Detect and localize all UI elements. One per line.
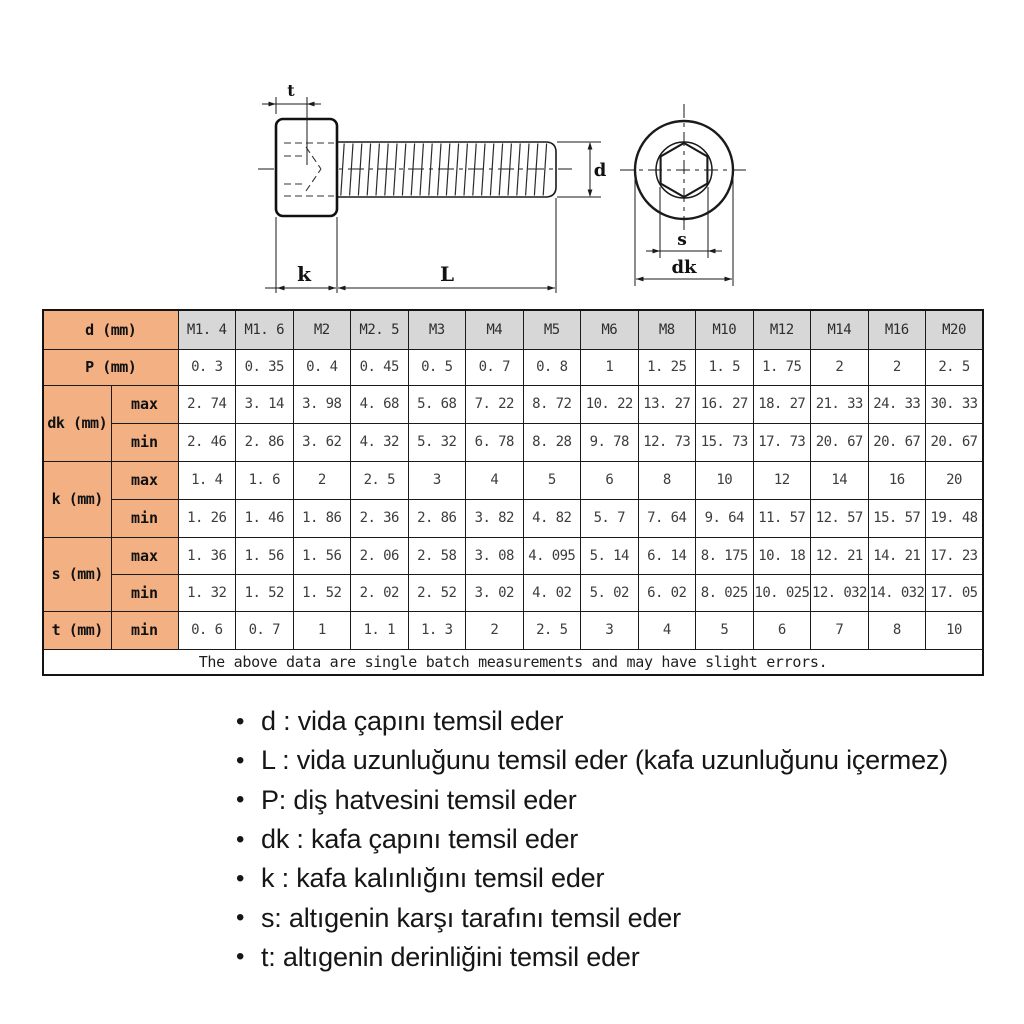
- legend-list: [236, 702, 948, 977]
- legend-text: d : vida çapını temsil eder: [261, 706, 564, 737]
- bullet-icon: •: [236, 904, 245, 932]
- dk-max-cell: 16. 27: [696, 385, 754, 423]
- table-row: [43, 461, 983, 499]
- s-dim-label: s: [677, 230, 687, 250]
- k-min-cell: 7. 64: [638, 499, 696, 537]
- s-max-cell: 2. 06: [351, 537, 409, 574]
- t-min-cell: 6: [753, 611, 811, 649]
- table-row: [43, 611, 983, 649]
- k-max-cell: 1. 6: [236, 461, 294, 499]
- legend-item-d: [236, 702, 948, 741]
- dk-max-cell: 24. 33: [868, 385, 926, 423]
- k-min-cell: 9. 64: [696, 499, 754, 537]
- table-footer-row: [43, 649, 983, 675]
- sizes-cell: M10: [696, 310, 754, 349]
- k-max-cell: 4: [466, 461, 524, 499]
- legend-text: k : kafa kalınlığını temsil eder: [261, 863, 605, 894]
- row-label-s: s (mm): [43, 537, 111, 611]
- sizes-cell: M5: [523, 310, 581, 349]
- s-max-cell: 1. 56: [236, 537, 294, 574]
- table-row: [43, 385, 983, 423]
- t-min-cell: 3: [581, 611, 639, 649]
- s-min-cell: 2. 52: [408, 574, 466, 611]
- k-max-cell: 5: [523, 461, 581, 499]
- legend-item-t: [236, 938, 948, 977]
- sub-label-max: max: [111, 537, 178, 574]
- s-max-cell: 1. 56: [293, 537, 351, 574]
- row-label-d: d (mm): [43, 310, 178, 349]
- legend-item-P: [236, 781, 948, 820]
- legend-item-dk: [236, 820, 948, 859]
- t-min-cell: 2: [466, 611, 524, 649]
- dk-min-cell: 17. 73: [753, 423, 811, 461]
- k-min-cell: 1. 26: [178, 499, 236, 537]
- sizes-cell: M12: [753, 310, 811, 349]
- k-max-cell: 3: [408, 461, 466, 499]
- k-max-cell: 6: [581, 461, 639, 499]
- k-min-cell: 11. 57: [753, 499, 811, 537]
- p-values-cell: 0. 45: [351, 349, 409, 385]
- dk-max-cell: 7. 22: [466, 385, 524, 423]
- s-max-cell: 8. 175: [696, 537, 754, 574]
- s-max-cell: 5. 14: [581, 537, 639, 574]
- k-max-cell: 20: [926, 461, 984, 499]
- sub-label-max: max: [111, 385, 178, 423]
- legend-item-s: [236, 898, 948, 937]
- k-min-cell: 3. 82: [466, 499, 524, 537]
- k-max-cell: 1. 4: [178, 461, 236, 499]
- sub-label-min: min: [111, 611, 178, 649]
- sub-label-max: max: [111, 461, 178, 499]
- p-values-cell: 0. 4: [293, 349, 351, 385]
- k-min-cell: 1. 46: [236, 499, 294, 537]
- s-min-cell: 5. 02: [581, 574, 639, 611]
- dk-min-cell: 2. 46: [178, 423, 236, 461]
- p-values-cell: 0. 35: [236, 349, 294, 385]
- table-footnote: The above data are single batch measurements and may have slight errors.: [43, 649, 983, 675]
- s-min-cell: 1. 52: [236, 574, 294, 611]
- technical-drawing: [248, 82, 768, 304]
- screw-end-view: [620, 104, 748, 286]
- s-min-cell: 12. 032: [811, 574, 869, 611]
- k-max-cell: 12: [753, 461, 811, 499]
- k-max-cell: 2. 5: [351, 461, 409, 499]
- dk-min-cell: 20. 67: [811, 423, 869, 461]
- spec-table-wrapper: [42, 309, 982, 676]
- t-min-cell: 4: [638, 611, 696, 649]
- table-row: [43, 310, 983, 349]
- legend-item-L: [236, 741, 948, 780]
- k-min-cell: 4. 82: [523, 499, 581, 537]
- s-max-cell: 12. 21: [811, 537, 869, 574]
- dk-max-cell: 18. 27: [753, 385, 811, 423]
- s-max-cell: 4. 095: [523, 537, 581, 574]
- bullet-icon: •: [236, 707, 245, 735]
- s-min-cell: 8. 025: [696, 574, 754, 611]
- k-max-cell: 14: [811, 461, 869, 499]
- p-values-cell: 2: [868, 349, 926, 385]
- k-dim-label: k: [297, 262, 311, 286]
- dk-min-cell: 5. 32: [408, 423, 466, 461]
- k-max-cell: 10: [696, 461, 754, 499]
- t-min-cell: 0. 7: [236, 611, 294, 649]
- s-min-cell: 3. 02: [466, 574, 524, 611]
- s-max-cell: 10. 18: [753, 537, 811, 574]
- dk-min-cell: 12. 73: [638, 423, 696, 461]
- spec-table: [42, 309, 984, 676]
- dk-max-cell: 4. 68: [351, 385, 409, 423]
- p-values-cell: 0. 5: [408, 349, 466, 385]
- sizes-cell: M8: [638, 310, 696, 349]
- dk-min-cell: 20. 67: [926, 423, 984, 461]
- dk-max-cell: 3. 14: [236, 385, 294, 423]
- sub-label-min: min: [111, 499, 178, 537]
- p-values-cell: 0. 8: [523, 349, 581, 385]
- t-min-cell: 5: [696, 611, 754, 649]
- p-values-cell: 1. 25: [638, 349, 696, 385]
- k-max-cell: 2: [293, 461, 351, 499]
- dk-max-cell: 3. 98: [293, 385, 351, 423]
- row-label-k: k (mm): [43, 461, 111, 537]
- p-values-cell: 0. 3: [178, 349, 236, 385]
- dk-min-cell: 15. 73: [696, 423, 754, 461]
- row-label-p: P (mm): [43, 349, 178, 385]
- k-min-cell: 1. 86: [293, 499, 351, 537]
- k-min-cell: 15. 57: [868, 499, 926, 537]
- legend-text: t: altıgenin derinliğini temsil eder: [261, 941, 640, 972]
- table-row: [43, 349, 983, 385]
- dk-min-cell: 4. 32: [351, 423, 409, 461]
- sizes-cell: M20: [926, 310, 984, 349]
- bullet-icon: •: [236, 943, 245, 971]
- p-values-cell: 0. 7: [466, 349, 524, 385]
- s-min-cell: 6. 02: [638, 574, 696, 611]
- s-min-cell: 1. 32: [178, 574, 236, 611]
- t-min-cell: 2. 5: [523, 611, 581, 649]
- k-min-cell: 12. 57: [811, 499, 869, 537]
- s-max-cell: 14. 21: [868, 537, 926, 574]
- dk-min-cell: 2. 86: [236, 423, 294, 461]
- k-min-cell: 2. 86: [408, 499, 466, 537]
- t-min-cell: 10: [926, 611, 984, 649]
- dk-max-cell: 5. 68: [408, 385, 466, 423]
- dk-min-cell: 8. 28: [523, 423, 581, 461]
- sizes-cell: M2. 5: [351, 310, 409, 349]
- dk-max-cell: 8. 72: [523, 385, 581, 423]
- screw-side-view: [258, 82, 607, 293]
- table-row: [43, 574, 983, 611]
- s-max-cell: 2. 58: [408, 537, 466, 574]
- sizes-cell: M2: [293, 310, 351, 349]
- table-row: [43, 537, 983, 574]
- dk-min-cell: 9. 78: [581, 423, 639, 461]
- dk-dim-label: dk: [671, 257, 697, 278]
- s-min-cell: 4. 02: [523, 574, 581, 611]
- row-label-t: t (mm): [43, 611, 111, 649]
- dk-max-cell: 21. 33: [811, 385, 869, 423]
- s-min-cell: 2. 02: [351, 574, 409, 611]
- legend-item-k: [236, 859, 948, 898]
- legend-text: L : vida uzunluğunu temsil eder (kafa uzunluğunu içermez): [261, 745, 948, 776]
- sizes-cell: M4: [466, 310, 524, 349]
- s-min-cell: 10. 025: [753, 574, 811, 611]
- t-min-cell: 7: [811, 611, 869, 649]
- bullet-icon: •: [236, 746, 245, 774]
- s-min-cell: 1. 52: [293, 574, 351, 611]
- l-dim-label: L: [439, 262, 455, 286]
- s-max-cell: 3. 08: [466, 537, 524, 574]
- dk-min-cell: 20. 67: [868, 423, 926, 461]
- s-min-cell: 17. 05: [926, 574, 984, 611]
- dk-max-cell: 13. 27: [638, 385, 696, 423]
- k-min-cell: 5. 7: [581, 499, 639, 537]
- p-values-cell: 1. 75: [753, 349, 811, 385]
- sizes-cell: M6: [581, 310, 639, 349]
- bullet-icon: •: [236, 786, 245, 814]
- dk-min-cell: 6. 78: [466, 423, 524, 461]
- dk-min-cell: 3. 62: [293, 423, 351, 461]
- t-min-cell: 1. 1: [351, 611, 409, 649]
- s-max-cell: 1. 36: [178, 537, 236, 574]
- dk-max-cell: 2. 74: [178, 385, 236, 423]
- sizes-cell: M1. 6: [236, 310, 294, 349]
- t-min-cell: 1. 3: [408, 611, 466, 649]
- s-max-cell: 17. 23: [926, 537, 984, 574]
- legend-text: P: diş hatvesini temsil eder: [261, 784, 577, 815]
- d-dim-label: d: [593, 160, 607, 181]
- dk-max-cell: 10. 22: [581, 385, 639, 423]
- t-min-cell: 8: [868, 611, 926, 649]
- sub-label-min: min: [111, 423, 178, 461]
- legend-text: s: altıgenin karşı tarafını temsil eder: [261, 902, 681, 933]
- sizes-cell: M16: [868, 310, 926, 349]
- dk-max-cell: 30. 33: [926, 385, 984, 423]
- table-row: [43, 423, 983, 461]
- k-max-cell: 16: [868, 461, 926, 499]
- t-min-cell: 1: [293, 611, 351, 649]
- p-values-cell: 1: [581, 349, 639, 385]
- p-values-cell: 2: [811, 349, 869, 385]
- sub-label-min: min: [111, 574, 178, 611]
- bullet-icon: •: [236, 825, 245, 853]
- p-values-cell: 1. 5: [696, 349, 754, 385]
- bullet-icon: •: [236, 864, 245, 892]
- row-label-dk: dk (mm): [43, 385, 111, 461]
- t-min-cell: 0. 6: [178, 611, 236, 649]
- sizes-cell: M1. 4: [178, 310, 236, 349]
- t-dim-label: t: [287, 82, 295, 100]
- table-row: [43, 499, 983, 537]
- s-max-cell: 6. 14: [638, 537, 696, 574]
- k-min-cell: 2. 36: [351, 499, 409, 537]
- k-max-cell: 8: [638, 461, 696, 499]
- sizes-cell: M3: [408, 310, 466, 349]
- legend-text: dk : kafa çapını temsil eder: [261, 824, 579, 855]
- sizes-cell: M14: [811, 310, 869, 349]
- p-values-cell: 2. 5: [926, 349, 984, 385]
- k-min-cell: 19. 48: [926, 499, 984, 537]
- s-min-cell: 14. 032: [868, 574, 926, 611]
